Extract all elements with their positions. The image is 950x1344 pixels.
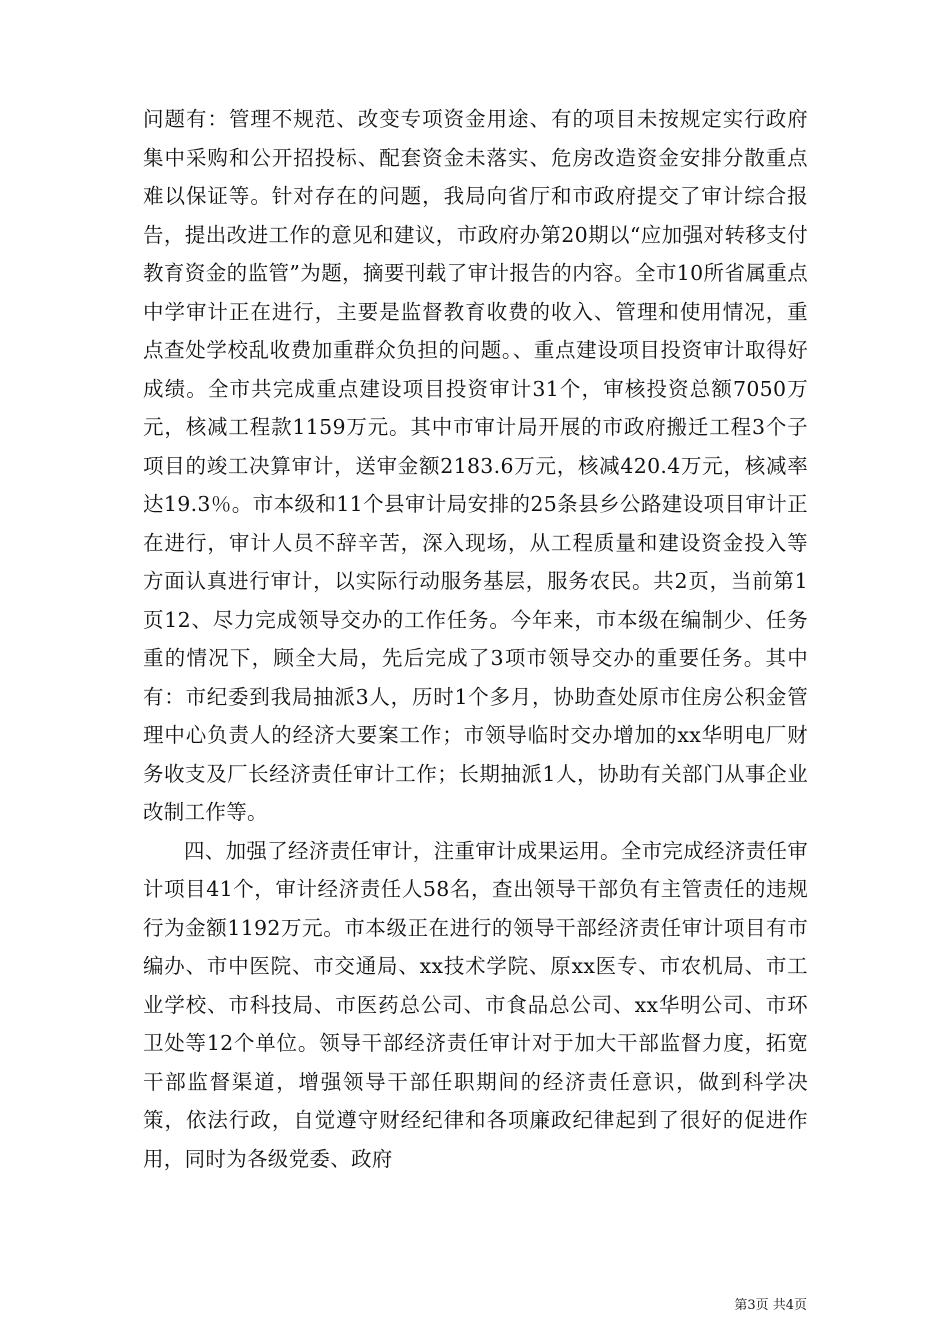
document-body [143,100,808,1178]
body-paragraph-1: 问题有：管理不规范、改变专项资金用途、有的项目未按规定实行政府集中采购和公开招投标、配套资金未落实、危房改造资金安排分散重点难以保证等。针对存在的问题，我局向省厅和市政府提交了审计综合报告，提出改进工作的意见和建议，市政府办第20期以“应加强对转移支付教育资金的监管”为题，摘要刊载了审计报告的内容。全市10所省属重点中学审计正在进行，主要是监督教育收费的收入、管理和使用情况，重点查处学校乱收费加重群众负担的问题。、重点建设项目投资审计取得好成绩。全市共完成重点建设项目投资审计31个，审核投资总额7050万元，核减工程款1159万元。其中市审计局开展的市政府搬迁工程3个子项目的竣工决算审计，送审金额2183.6万元，核减420.4万元，核减率达19.3％。市本级和11个县审计局安排的25条县乡公路建设项目审计正在进行，审计人员不辞辛苦，深入现场，从工程质量和建设资金投入等方面认真进行审计，以实际行动服务基层，服务农民。共2页，当前第1页12、尽力完成领导交办的工作任务。今年来，市本级在编制少、任务重的情况下，顾全大局，先后完成了3项市领导交办的重要任务。其中有：市纪委到我局抽派3人，历时1个多月，协助查处原市住房公积金管理中心负责人的经济大要案工作；市领导临时交办增加的xx华明电厂财务收支及厂长经济责任审计工作；长期抽派1人，协助有关部门从事企业改制工作等。 [143,107,808,824]
page-number: 第3页 共4页 [734,1298,807,1313]
body-paragraph-2: 四、加强了经济责任审计，注重审计成果运用。全市完成经济责任审计项目41个，审计经济责任人58名，查出领导干部负有主管责任的违规行为金额1192万元。市本级正在进行的领导干部经济责任审计项目有市编办、市中医院、市交通局、xx技术学院、原xx医专、市农机局、市工业学校、市科技局、市医药总公司、市食品总公司、xx华明公司、市环卫处等12个单位。领导干部经济责任审计对于加大干部监督力度，拓宽干部监督渠道，增强领导干部任职期间的经济责任意识，做到科学决策，依法行政，自觉遵守财经纪律和各项廉政纪律起到了很好的促进作用，同时为各级党委、政府 [143,838,808,1171]
page-footer [0,1294,950,1314]
